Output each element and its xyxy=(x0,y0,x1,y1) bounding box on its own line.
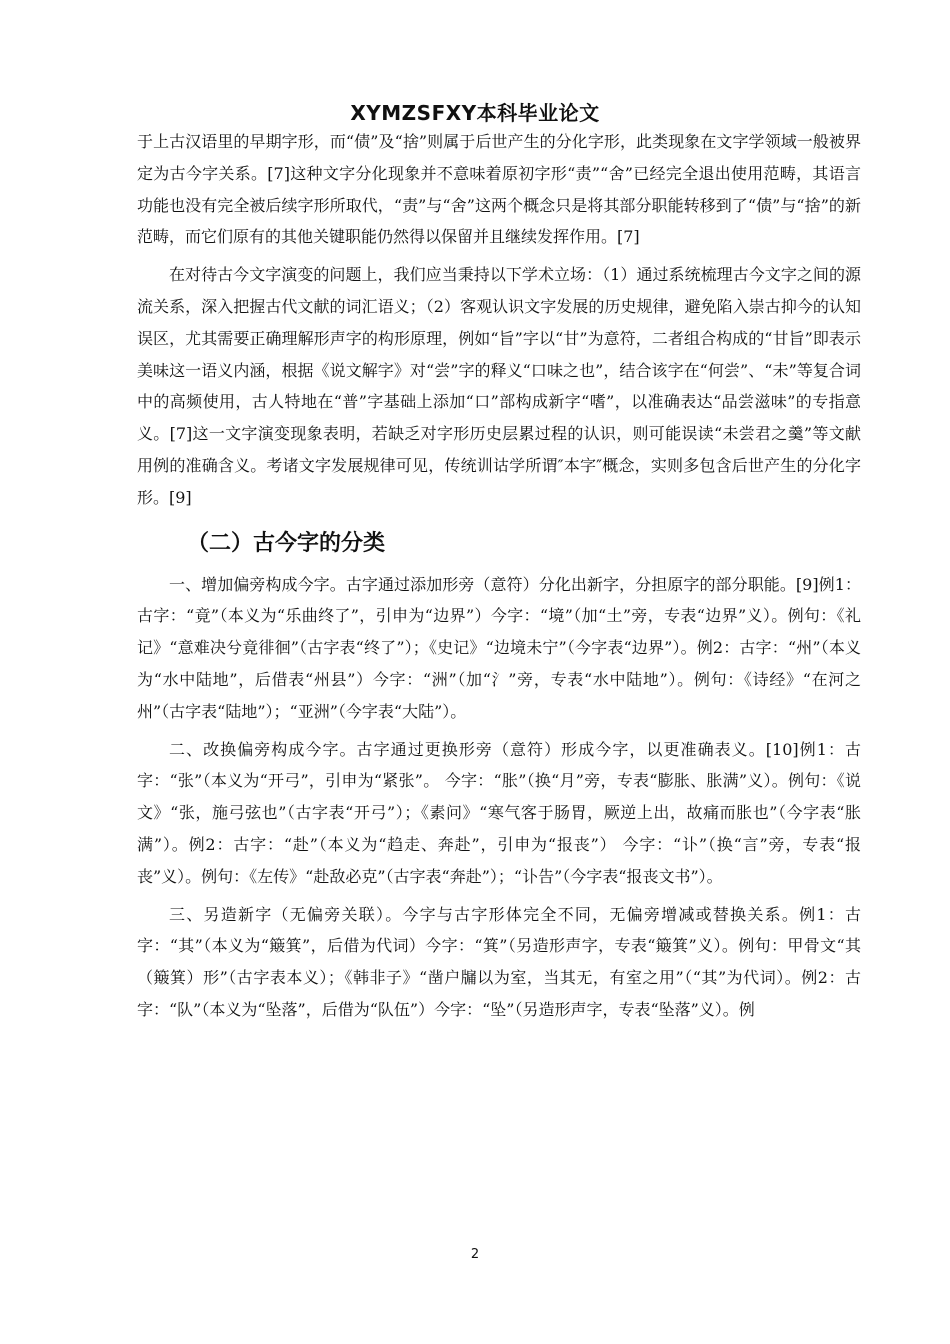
document-body xyxy=(137,126,861,1026)
body-paragraph: 于上古汉语里的早期字形，而“债”及“捨”则属于后世产生的分化字形，此类现象在文字学领域一般被界定为古今字关系。[7]这种文字分化现象并不意味着原初字形“责”“舍”已经完全退出使用范畴，其语言功能也没有完全被后续字形所取代，“责”与“舍”这两个概念只是将其部分职能转移到了“债”与“捨”的新范畴，而它们原有的其他关键职能仍然得以保留并且继续发挥作用。[7] xyxy=(137,132,861,247)
section-heading: （二）古今字的分类 xyxy=(187,530,386,556)
document-header: XYMZSFXY本科毕业论文 xyxy=(350,101,600,125)
body-paragraph: 一、增加偏旁构成今字。古字通过添加形旁（意符）分化出新字，分担原字的部分职能。[9]例1：古字：“竟”（本义为“乐曲终了”，引申为“边界”）今字：“境”（加“土”旁，专表“边界”义）。例句：《礼记》“意难决兮竟徘徊”（古字表“终了”）；《史记》“边境未宁”（今字表“边界”）。例2：古字：“州”（本义为“水中陆地”，后借表“州县”）今字：“洲”（加“氵”旁，专表“水中陆地”）。例句：《诗经》“在河之州”（古字表“陆地”）；“亚洲”（今字表“大陆”）。 xyxy=(137,574,861,721)
body-paragraph: 在对待古今文字演变的问题上，我们应当秉持以下学术立场：（1）通过系统梳理古今文字之间的源流关系，深入把握古代文献的词汇语义；（2）客观认识文字发展的历史规律，避免陷入崇古抑今的认知误区，尤其需要正确理解形声字的构形原理，例如“旨”字以“甘”为意符，二者组合构成的“甘旨”即表示美味这一语义内涵，根据《说文解字》对“尝”字的释义“口味之也”，结合该字在“何尝”、“未”等复合词中的高频使用，古人特地在“普”字基础上添加“口”部构成新字“嗜”，以准确表达“品尝滋味”的专指意义。[7]这一文字演变现象表明，若缺乏对字形历史层累过程的认识，则可能误读“未尝君之羹”等文献用例的准确含义。考诸文字发展规律可见，传统训诂学所谓″本字″概念，实则多包含后世产生的分化字形。[9] xyxy=(137,265,861,507)
body-paragraph: 三、另造新字（无偏旁关联）。今字与古字形体完全不同，无偏旁增减或替换关系。例1：古字：“其”（本义为“簸箕”，后借为代词）今字：“箕”（另造形声字，专表“簸箕”义）。例句：甲骨文“其（簸箕）形”（古字表本义）；《韩非子》“凿户牖以为室，当其无，有室之用”（“其”为代词）。例2：古字：“队”（本义为“坠落”，后借为“队伍”）今字：“坠”（另造形声字，专表“坠落”义）。例 xyxy=(137,904,861,1019)
body-paragraph: 二、改换偏旁构成今字。古字通过更换形旁（意符）形成今字，以更准确表义。[10]例1：古字：“张”（本义为“开弓”，引申为“紧张”。 今字：“胀”（换“月”旁，专表“膨胀、胀满”义）。例句：《说文》“张，施弓弦也”（古字表“开弓”）；《素问》“寒气客于肠胃，厥逆上出，故痛而胀也”（今字表“胀满”）。例2：古字：“赴”（本义为“趋走、奔赴”，引申为“报丧”） 今字：“讣”（换“言”旁，专表“报丧”义）。例句：《左传》“赴敌必克”（古字表“奔赴”）；“讣告”（今字表“报丧文书”）。 xyxy=(137,739,861,886)
page-number: 2 xyxy=(470,1247,480,1262)
